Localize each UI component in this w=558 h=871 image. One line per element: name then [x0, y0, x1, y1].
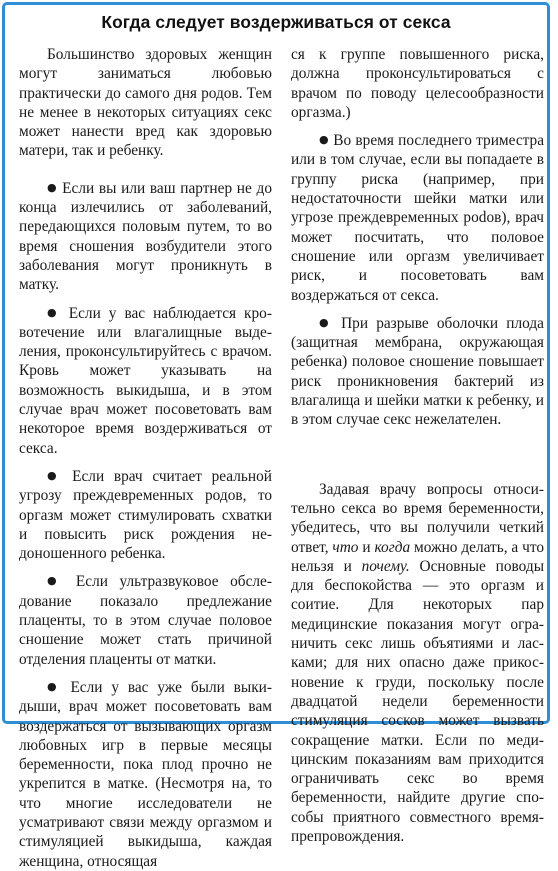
bullet-icon: ● — [319, 133, 330, 147]
article-title: Когда следует воздерживаться от секса — [101, 12, 451, 32]
bullet-paragraph-1 — [19, 178, 272, 295]
bullet-icon: ● — [47, 468, 63, 482]
bullet-text-3: Если врач считает реальной угрозу преждевременных родов, то оргазм может стимулировать схватки и повысить риск рождения недоношенного ребенка. — [19, 467, 272, 563]
closing-text-and: и — [358, 538, 375, 556]
closing-text-2: можно делать, а что нельзя и — [291, 538, 544, 575]
bullet-text-6: Во время последнего триместра или в том случае, если вы попадаете в группу риска (например, при недостаточности шейки матки или угрозе преждевременных роdов), врач может посчитать, что половое сношение или оргазм увеличивает риск, и посоветовать вам воздержаться от секса. — [291, 132, 544, 304]
bullet-paragraph-5 — [19, 677, 272, 871]
bullet-text-5: Если у вас уже были выкидыши, врач может посоветовать вам воздержаться от вызывающих оргазм любовных игр в первые месяцы беременности, пока плод прочно не укрепится в матке. (Несмотря на, то что многие исследователи не усматривают связи между оргазмом и стимуляцией выкидыша, каждая женщина, относящая — [19, 678, 272, 870]
bullet-icon: ● — [319, 315, 333, 329]
bullet-paragraph-6 — [291, 130, 544, 305]
closing-emphasis-why: почему. — [361, 557, 410, 575]
bullet-icon: ● — [47, 305, 61, 319]
closing-paragraph — [291, 480, 544, 847]
bullet-icon: ● — [47, 180, 58, 194]
bullet-text-4: Если ультразвуковое обследование показало предлежание плаценты, то в этом случае половое сношение может стать причиной отделения плаценты от матки. — [19, 573, 272, 668]
bullet-icon: ● — [47, 679, 62, 693]
closing-emphasis-what: что — [332, 538, 359, 556]
bullet-text-2: Если у вас наблюдается кровотечение или влагалищные выделения, проконсультируйтесь с врачом. Кровь может указывать на возможность выкидыша, и в этом случае врач может посоветовать вам некоторое время воздерживаться от секса. — [19, 304, 272, 457]
closing-text-1: Задавая врачу вопросы относительно секса во время беременности, убедитесь, что вы получили четкий ответ, — [291, 480, 544, 556]
bullet-icon: ● — [47, 574, 65, 588]
intro-paragraph: Большинство здоровых женщин могут заниматься любовью практически до самого дня родов. Тем не менее в некоторых ситуациях секс может нанести вред как здоровью матери, так и ребенку. — [19, 46, 272, 160]
bullet-text-7: При разрыве оболочки плода (защитная мембрана, окружающая ребенка) половое сношение повышает риск проникновения бактерий из влагалища и шейки матки к ребенку, и в этом случае секс нежелателен. — [291, 314, 544, 429]
bullet-paragraph-3 — [19, 466, 272, 563]
right-column — [291, 45, 544, 846]
left-column — [19, 45, 272, 871]
bullet-text-1: Если вы или ваш партнер не до конца излечились от заболеваний, передающихся половым путем, то во время сношения возбудители этого заболевания могут проникнуть в матку. — [19, 179, 272, 294]
bullet-paragraph-4 — [19, 571, 272, 668]
article-frame — [2, 2, 550, 870]
continuation-paragraph: ся к группе повышенного риска, должна проконсультироваться с врачом по поводу целесообразности оргазма.) — [291, 46, 544, 121]
closing-text-3: Основные поводы для беспокойства — это оргазм и соитие. Для некоторых пар медицинские показания могут ограничить секс лишь объятиями и ласками; для них опасно даже прикосновение к груди, поскольку после двадцатой недели беременности стимуляция сосков может вызвать сокращение матки. Если по медицинским показаниям вам приходится ограничивать секс во время беременности, найдите другие способы приятного совместного времяпрепровождения. — [291, 557, 544, 845]
bullet-paragraph-7 — [291, 313, 544, 430]
bullet-paragraph-2 — [19, 303, 272, 458]
closing-emphasis-when: когда — [374, 538, 411, 556]
